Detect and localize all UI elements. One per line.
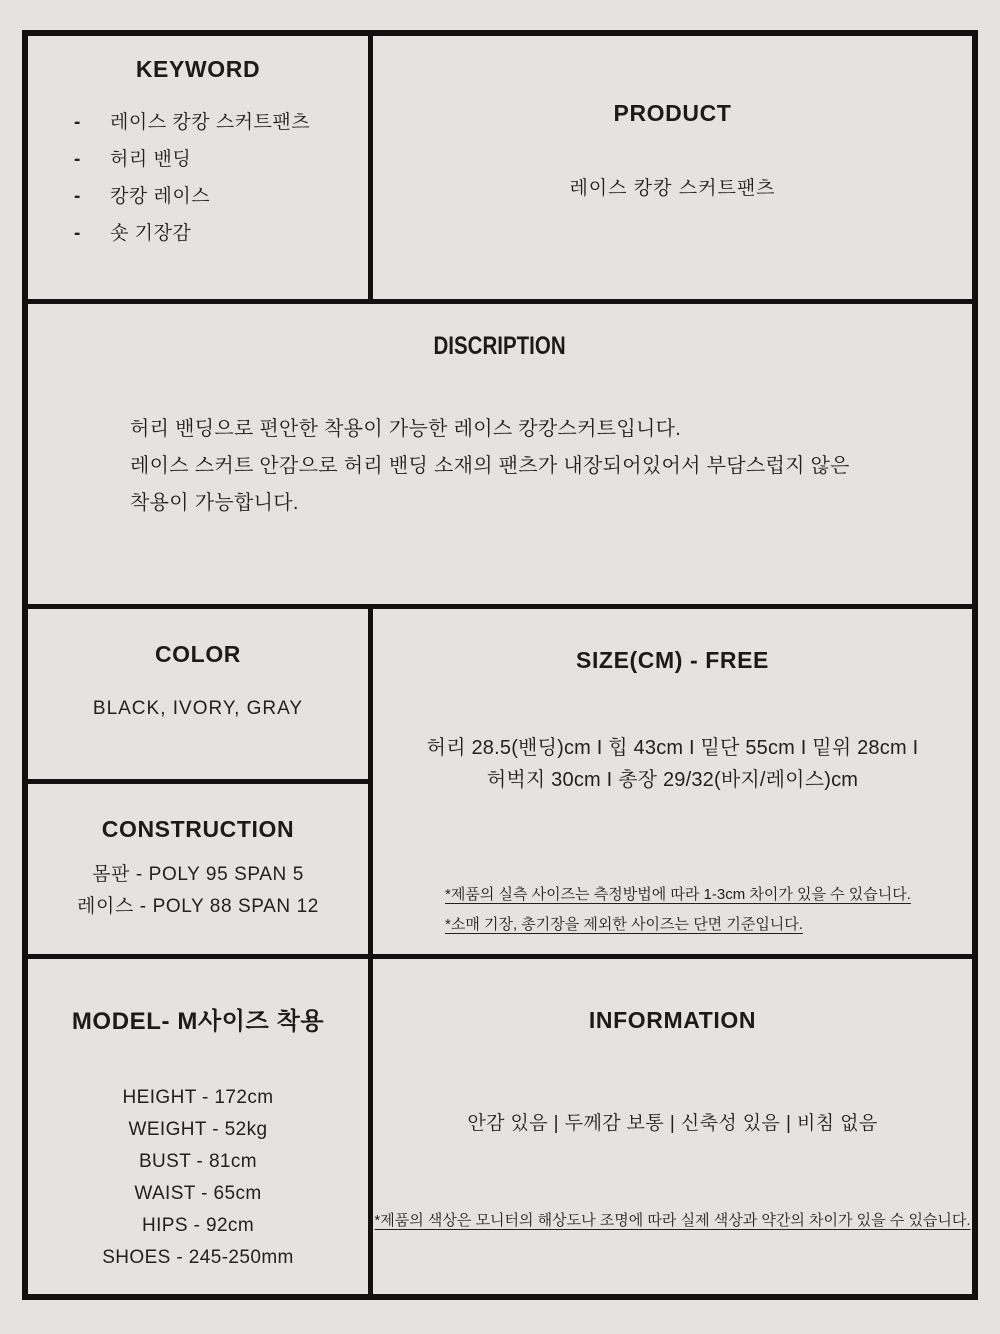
discription-line: 허리 밴딩으로 편안한 착용이 가능한 레이스 캉캉스커트입니다.	[130, 418, 682, 440]
discription-body	[28, 411, 972, 522]
product-title: PRODUCT	[613, 100, 732, 126]
color-disclaimer-text: *제품의 색상은 모니터의 해상도나 조명에 따라 실제 색상과 약간의 차이가 있을 수 있습니다.	[374, 1212, 971, 1229]
fabric-properties: 안감 있음 | 두께감 보통 | 신축성 있음 | 비침 없음	[467, 1113, 878, 1134]
keyword-item	[28, 222, 368, 245]
color-title: COLOR	[154, 641, 242, 667]
keyword-item-label: 레이스 캉캉 스커트팬츠	[110, 112, 311, 133]
discription-line: 착용이 가능합니다.	[130, 492, 299, 514]
keyword-title: KEYWORD	[135, 56, 261, 82]
model-specs	[28, 1082, 368, 1274]
keyword-list	[28, 111, 368, 245]
color-construction-column	[28, 609, 373, 954]
product-name: 레이스 캉캉 스커트팬츠	[569, 178, 776, 199]
construction-body	[28, 859, 368, 923]
keyword-item-label: 숏 기장감	[110, 223, 192, 244]
dash-bullet: -	[74, 186, 81, 207]
keyword-item	[28, 148, 368, 171]
discription-line: 레이스 스커트 안감으로 허리 밴딩 소재의 팬츠가 내장되어있어서 부담스럽지 않은	[130, 455, 850, 477]
size-section	[373, 609, 972, 954]
row-discription	[28, 304, 972, 609]
discription-section	[28, 304, 972, 604]
information-title: INFORMATION	[588, 1007, 757, 1033]
construction-section	[28, 784, 368, 954]
model-spec-line: WEIGHT - 52kg	[128, 1119, 268, 1140]
model-section	[28, 959, 373, 1294]
model-spec-line: HEIGHT - 172cm	[122, 1087, 274, 1108]
product-section	[373, 36, 972, 299]
construction-line: 몸판 - POLY 95 SPAN 5	[92, 864, 304, 885]
model-spec-line: SHOES - 245-250mm	[102, 1247, 294, 1268]
row-model-information	[28, 959, 972, 1294]
size-note: *제품의 실측 사이즈는 측정방법에 따라 1-3cm 차이가 있을 수 있습니다.	[445, 886, 911, 903]
dash-bullet: -	[74, 149, 81, 170]
dash-bullet: -	[74, 223, 81, 244]
product-info-sheet	[22, 30, 978, 1300]
construction-title: CONSTRUCTION	[101, 816, 295, 842]
construction-line: 레이스 - POLY 88 SPAN 12	[77, 896, 319, 917]
color-section	[28, 609, 368, 784]
color-options: BLACK, IVORY, GRAY	[92, 698, 304, 719]
dash-bullet: -	[74, 112, 81, 133]
keyword-item-label: 허리 밴딩	[110, 149, 192, 170]
model-spec-line: WAIST - 65cm	[134, 1183, 262, 1204]
model-spec-line: HIPS - 92cm	[141, 1215, 255, 1236]
row-keyword-product	[28, 36, 972, 304]
discription-title-text: DISCRIPTION	[433, 332, 567, 360]
model-spec-line: BUST - 81cm	[138, 1151, 258, 1172]
keyword-section	[28, 36, 373, 299]
keyword-item	[28, 185, 368, 208]
size-title: SIZE(CM) - FREE	[576, 647, 769, 673]
color-disclaimer	[373, 1209, 972, 1230]
keyword-item-label: 캉캉 레이스	[110, 186, 211, 207]
size-notes	[373, 880, 972, 940]
keyword-item	[28, 111, 368, 134]
size-note: *소매 기장, 총기장을 제외한 사이즈는 단면 기준입니다.	[445, 916, 803, 933]
information-section	[373, 959, 972, 1294]
size-line: 허리 28.5(밴딩)cm I 힙 43cm I 밑단 55cm I 밑위 28cm I	[426, 737, 919, 759]
discription-title	[28, 304, 972, 361]
model-title: MODEL- M사이즈 착용	[71, 1008, 325, 1035]
size-measurements	[373, 732, 972, 796]
row-color-size	[28, 609, 972, 959]
size-line: 허벅지 30cm I 총장 29/32(바지/레이스)cm	[486, 769, 859, 791]
